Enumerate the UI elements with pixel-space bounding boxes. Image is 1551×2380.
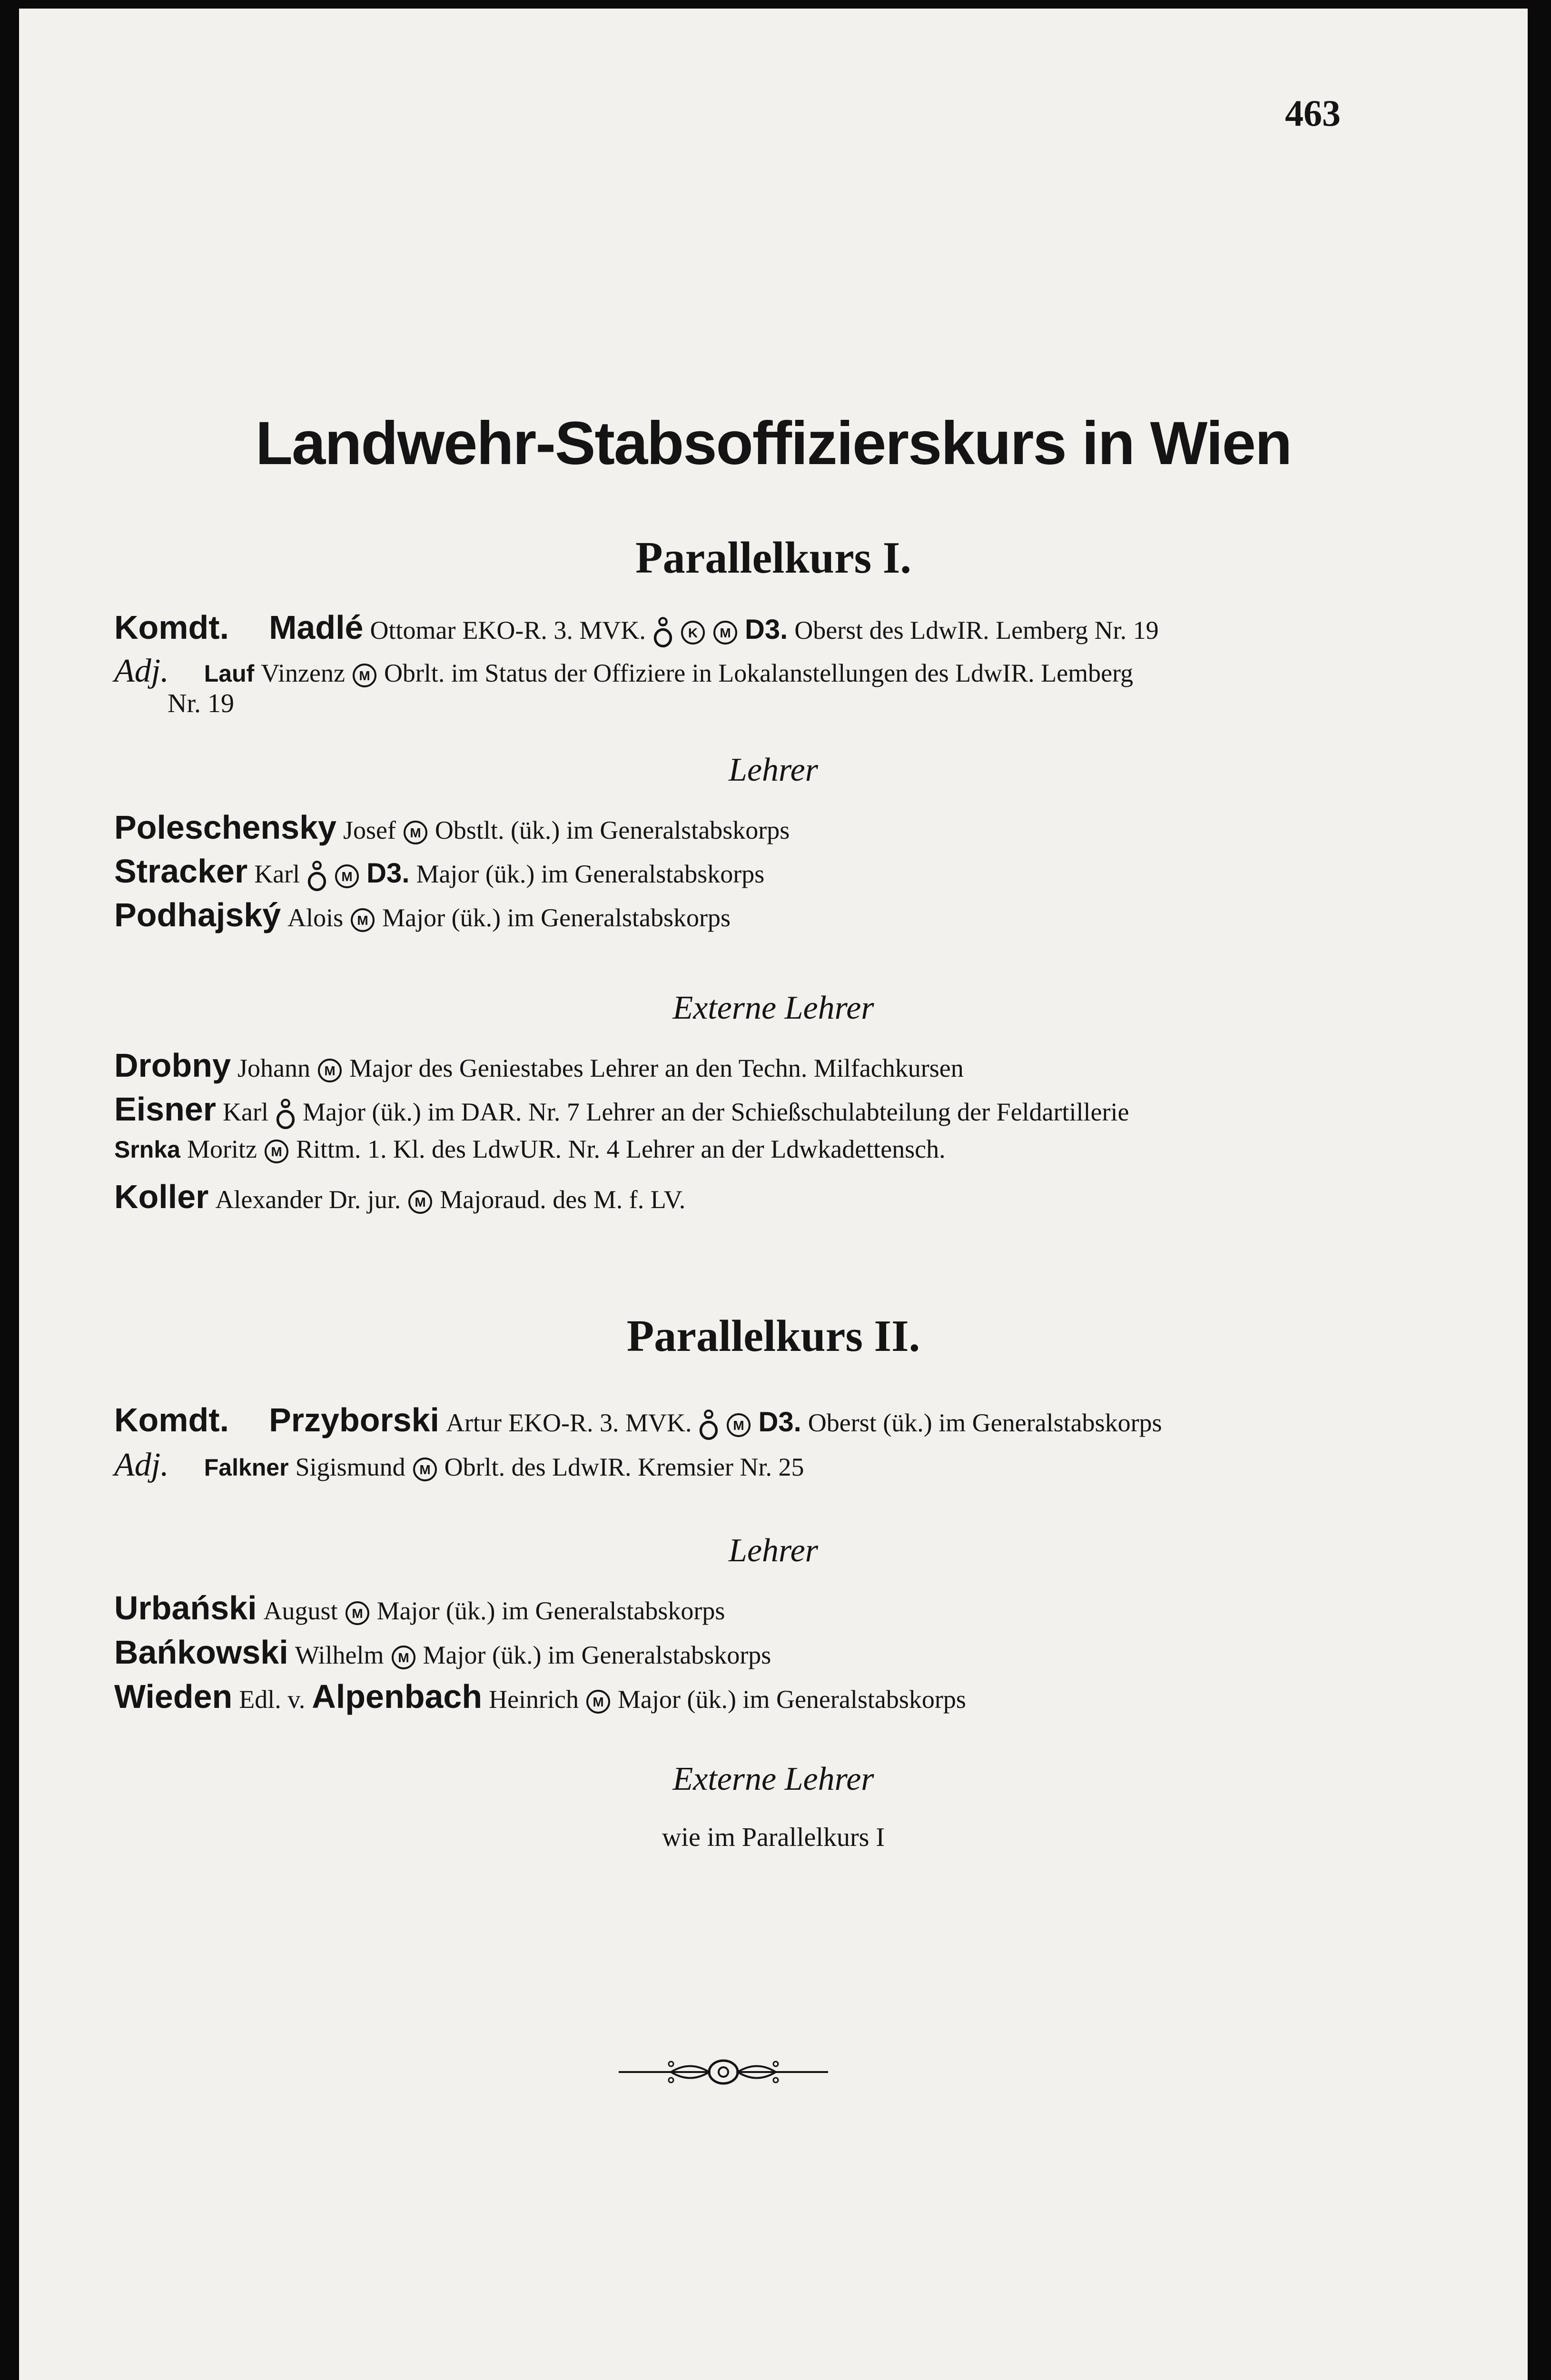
- svg-text:M: M: [415, 1195, 426, 1210]
- komdt-line-1: Komdt. Madlé Ottomar EKO-R. 3. MVK. K M D3. Oberst des LdwIR. Lemberg Nr. 19: [114, 608, 1159, 649]
- m-badge-icon: [345, 1600, 370, 1626]
- svg-text:K: K: [688, 625, 698, 641]
- svg-text:M: M: [351, 1606, 363, 1621]
- section-heading-1: Parallelkurs I.: [635, 533, 911, 583]
- m-badge-icon: [712, 620, 738, 645]
- adj-line-1-cont: Nr. 19: [168, 689, 234, 718]
- person-name: Urbański: [114, 1589, 257, 1626]
- m-badge-icon: [317, 1058, 343, 1083]
- person-name: Koller: [114, 1178, 209, 1215]
- svg-text:M: M: [720, 625, 731, 641]
- person-name: Przyborski: [269, 1401, 440, 1438]
- lehrer-row: Wieden Edl. v. Alpenbach Heinrich M Major (ük.) im Generalstabskorps: [114, 1678, 966, 1715]
- subsection-lehrer-2: Lehrer: [729, 1532, 818, 1569]
- m-badge-icon: [407, 1189, 433, 1215]
- decoration-icon: [275, 1098, 296, 1131]
- page-title: Landwehr-Stabsoffizierskurs in Wien: [255, 409, 1292, 477]
- lehrer-row: Podhajský Alois M Major (ük.) im Generalstabskorps: [114, 896, 731, 933]
- svg-text:M: M: [357, 913, 368, 928]
- m-badge-icon: [350, 907, 375, 933]
- externe-note: wie im Parallelkurs I: [662, 1823, 885, 1852]
- lehrer-row: Poleschensky Josef M Obstlt. (ük.) im Generalstabskorps: [114, 809, 790, 846]
- adj-line-1: Adj. Lauf Vinzenz M Obrlt. im Status der Offiziere in Lokalanstellungen des LdwIR. Lemberg: [114, 653, 1134, 689]
- person-name: Wieden: [114, 1678, 233, 1715]
- subsection-externe-2: Externe Lehrer: [672, 1761, 874, 1797]
- svg-text:M: M: [593, 1695, 604, 1710]
- person-name: Srnka: [114, 1136, 180, 1163]
- svg-text:M: M: [341, 869, 353, 884]
- externe-row: Koller Alexander Dr. jur. M Majoraud. des M. f. LV.: [114, 1178, 686, 1215]
- m-badge-icon: [585, 1689, 611, 1715]
- externe-row: Srnka Moritz M Rittm. 1. Kl. des LdwUR. Nr. 4 Lehrer an der Ldwkadettensch.: [114, 1134, 946, 1164]
- m-badge-icon: [726, 1412, 751, 1438]
- person-name: Lauf: [204, 660, 255, 687]
- svg-text:M: M: [410, 825, 421, 841]
- m-badge-icon: [391, 1645, 416, 1670]
- adj-line-2: Adj. Falkner Sigismund M Obrlt. des LdwIR. Kremsier Nr. 25: [114, 1447, 804, 1483]
- svg-text:M: M: [324, 1063, 336, 1079]
- svg-text:M: M: [733, 1418, 745, 1433]
- komdt-line-2: Komdt. Przyborski Artur EKO-R. 3. MVK. M D3. Oberst (ük.) im Generalstabskorps: [114, 1401, 1162, 1442]
- person-name: Alpenbach: [312, 1678, 483, 1715]
- ornament-divider-icon: [619, 2051, 828, 2093]
- section-heading-2: Parallelkurs II.: [626, 1311, 920, 1361]
- svg-text:M: M: [359, 668, 370, 684]
- svg-text:M: M: [419, 1462, 431, 1478]
- subsection-lehrer-1: Lehrer: [729, 752, 818, 788]
- person-name: Podhajský: [114, 896, 281, 933]
- m-badge-icon: [403, 820, 428, 845]
- person-name: Stracker: [114, 853, 248, 890]
- lehrer-row: Stracker Karl M D3. Major (ük.) im Generalstabskorps: [114, 852, 764, 893]
- page: [19, 9, 1528, 2380]
- k-badge-icon: [680, 620, 706, 645]
- m-badge-icon: [352, 663, 377, 688]
- subsection-externe-1: Externe Lehrer: [672, 990, 874, 1026]
- externe-row: Eisner Karl Major (ük.) im DAR. Nr. 7 Lehrer an der Schießschulabteilung der Feldartillerie: [114, 1090, 1129, 1131]
- person-name: Bańkowski: [114, 1634, 288, 1671]
- svg-text:M: M: [271, 1144, 282, 1160]
- person-name: Drobny: [114, 1047, 231, 1084]
- person-name: Madlé: [269, 609, 364, 646]
- m-badge-icon: [264, 1139, 289, 1164]
- m-badge-icon: [412, 1457, 438, 1482]
- page-number: 463: [1285, 92, 1341, 134]
- lehrer-row: Bańkowski Wilhelm M Major (ük.) im Generalstabskorps: [114, 1634, 771, 1671]
- person-name: Poleschensky: [114, 809, 336, 846]
- decoration-icon: [306, 860, 327, 893]
- person-name: Eisner: [114, 1091, 216, 1128]
- svg-text:M: M: [397, 1650, 409, 1666]
- m-badge-icon: [334, 863, 360, 889]
- person-name: Falkner: [204, 1454, 289, 1481]
- externe-row: Drobny Johann M Major des Geniestabes Lehrer an den Techn. Milfachkursen: [114, 1047, 964, 1084]
- decoration-icon: [698, 1408, 719, 1442]
- lehrer-row: Urbański August M Major (ük.) im Generalstabskorps: [114, 1589, 725, 1626]
- decoration-icon: [652, 616, 673, 649]
